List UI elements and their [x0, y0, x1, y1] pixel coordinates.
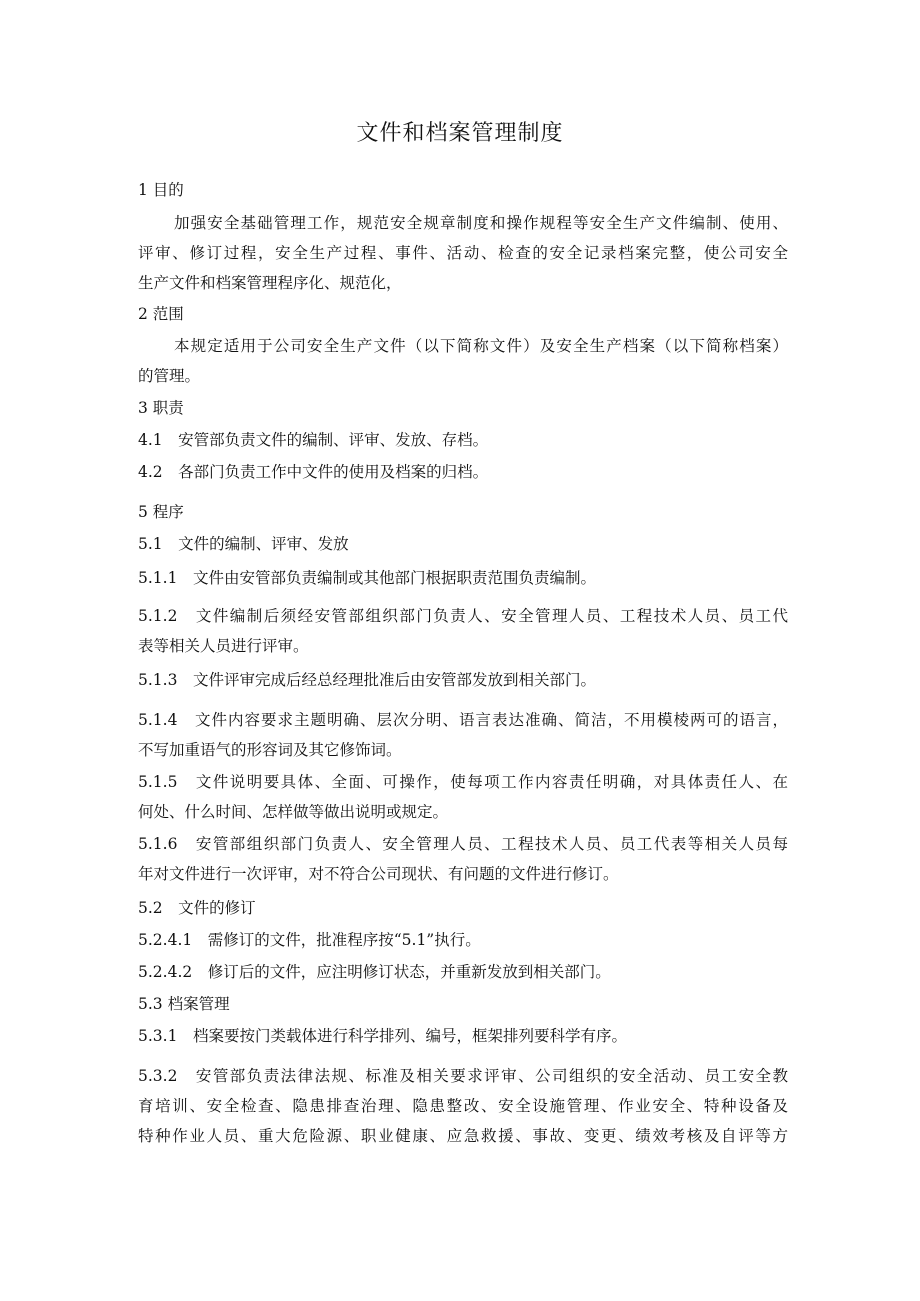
- clause-line: 5.1 文件的编制、评审、发放: [138, 535, 349, 553]
- section-heading-procedure: 5 程序: [138, 503, 184, 521]
- section-heading-responsibility: 3 职责: [138, 399, 184, 417]
- clause-line: 5.3.2 安管部负责法律法规、标准及相关要求评审、公司组织的安全活动、员工安全教: [138, 1067, 788, 1085]
- clause-line: 何处、什么时间、怎样做等做出说明或规定。: [138, 803, 449, 821]
- section-heading-archive: 5.3 档案管理: [138, 995, 230, 1013]
- section-heading-scope: 2 范围: [138, 305, 184, 323]
- document-title: 文件和档案管理制度: [356, 121, 564, 146]
- paragraph-line: 生产文件和档案管理程序化、规范化，: [138, 274, 402, 292]
- paragraph-line: 本规定适用于公司安全生产文件（以下简称文件）及安全生产档案（以下简称档案）: [174, 337, 788, 355]
- clause-line: 表等相关人员进行评审。: [138, 637, 309, 655]
- clause-line: 5.3.1 档案要按门类载体进行科学排列、编号，框架排列要科学有序。: [138, 1027, 627, 1045]
- clause-line: 不写加重语气的形容词及其它修饰词。: [138, 741, 402, 759]
- clause-line: 特种作业人员、重大危险源、职业健康、应急救援、事故、变更、绩效考核及自评等方: [138, 1127, 788, 1145]
- paragraph-line: 加强安全基础管理工作，规范安全规章制度和操作规程等安全生产文件编制、使用、: [174, 214, 788, 232]
- clause-line: 5.1.6 安管部组织部门负责人、安全管理人员、工程技术人员、员工代表等相关人员每: [138, 835, 788, 853]
- clause-line: 5.1.3 文件评审完成后经总经理批准后由安管部发放到相关部门。: [138, 671, 596, 689]
- clause-line: 5.1.1 文件由安管部负责编制或其他部门根据职责范围负责编制。: [138, 569, 596, 587]
- clause-line: 5.1.4 文件内容要求主题明确、层次分明、语言表达准确、简洁，不用模棱两可的语言，: [138, 711, 788, 729]
- paragraph-line: 的管理。: [138, 367, 201, 385]
- paragraph-line: 评审、修订过程，安全生产过程、事件、活动、检查的安全记录档案完整，使公司安全: [138, 244, 788, 262]
- clause-line: 5.2.4.1 需修订的文件，批准程序按“5.1”执行。: [138, 931, 481, 949]
- clause-line: 5.1.2 文件编制后须经安管部组织部门负责人、安全管理人员、工程技术人员、员工代: [138, 607, 788, 625]
- section-heading-purpose: 1 目的: [138, 181, 184, 199]
- clause-line: 4.2 各部门负责工作中文件的使用及档案的归档。: [138, 463, 489, 481]
- clause-line: 5.2.4.2 修订后的文件，应注明修订状态，并重新发放到相关部门。: [138, 963, 611, 981]
- clause-line: 5.2 文件的修订: [138, 899, 256, 917]
- clause-line: 育培训、安全检查、隐患排查治理、隐患整改、安全设施管理、作业安全、特种设备及: [138, 1097, 788, 1115]
- clause-line: 4.1 安管部负责文件的编制、评审、发放、存档。: [138, 431, 489, 449]
- clause-line: 年对文件进行一次评审，对不符合公司现状、有问题的文件进行修订。: [138, 865, 619, 883]
- clause-line: 5.1.5 文件说明要具体、全面、可操作，使每项工作内容责任明确，对具体责任人、在: [138, 773, 788, 791]
